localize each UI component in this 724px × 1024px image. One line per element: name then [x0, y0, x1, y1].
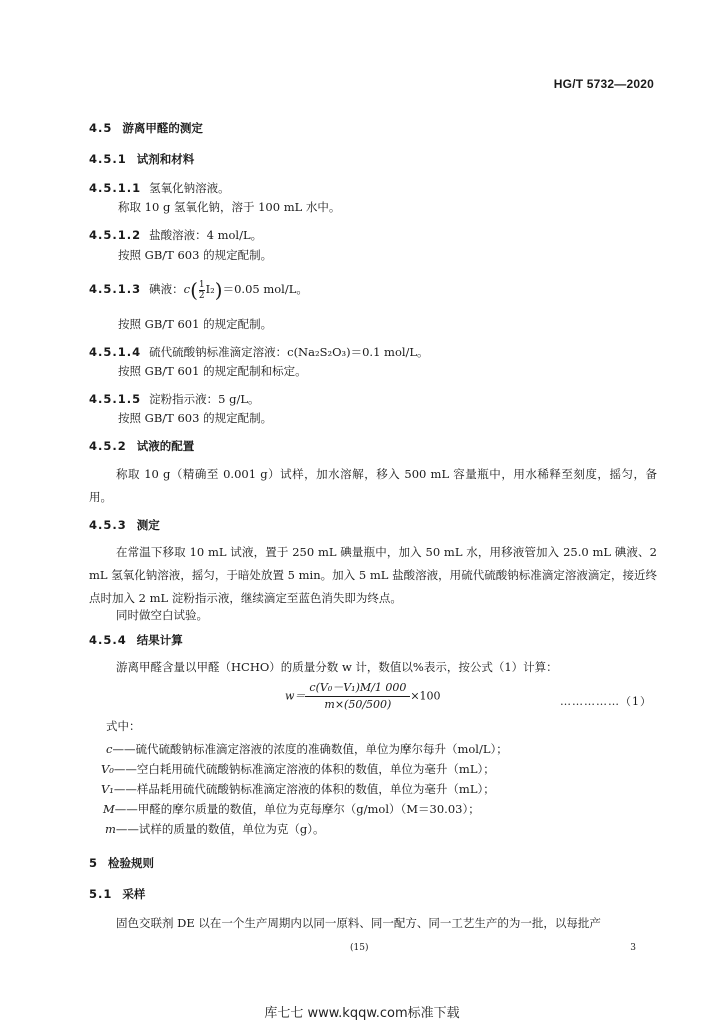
footer-note: (15) — [350, 943, 369, 953]
formula-rhs: ×100 — [410, 689, 441, 703]
page-number: 3 — [630, 943, 636, 953]
item-text: 淀粉指示液：5 g/L。 — [149, 392, 260, 406]
item-4-5-1-5 — [89, 391, 259, 407]
item-4-5-1-3: 4.5.1.3 碘液：c( $\frac{1}{2}$ I₂)＝0.05 mol/L。 — [89, 278, 308, 302]
definition-text: ——样品耗用硫代硫酸钠标准滴定溶液的体积的数值，单位为毫升（mL）； — [113, 782, 495, 796]
calculation-intro: 游离甲醛含量以甲醛（HCHO）的质量分数 w 计，数值以%表示，按公式（1）计算： — [116, 660, 558, 674]
item-number: 4.5.1.3 — [89, 282, 142, 296]
item-4-5-1-5-detail: 按照 GB/T 603 的规定配制。 — [118, 411, 273, 425]
formula-1 — [285, 680, 441, 713]
item-4-5-1-3-detail: 按照 GB/T 601 的规定配制。 — [118, 317, 273, 331]
section-number: 5.1 — [89, 887, 113, 901]
section-title: 游离甲醛的测定 — [122, 121, 203, 135]
definition-text: ——甲醛的摩尔质量的数值，单位为克每摩尔（g/mol）（M＝30.03）； — [114, 802, 480, 816]
definition-row — [105, 821, 325, 837]
formula-fraction — [305, 680, 410, 713]
item-value: ＝0.05 mol/L。 — [222, 282, 308, 296]
section-4-5-3-heading — [89, 517, 160, 533]
definition-row — [106, 741, 508, 757]
download-watermark: 库七七 www.kqqw.com标准下载 — [264, 1006, 460, 1021]
item-4-5-1-1 — [89, 180, 230, 196]
section-number: 4.5.4 — [89, 633, 127, 647]
section-5-heading — [89, 855, 154, 871]
section-title: 试液的配置 — [136, 439, 195, 453]
item-text: 硫代硫酸钠标准滴定溶液：c(Na₂S₂O₃)＝0.1 mol/L。 — [149, 345, 429, 359]
item-4-5-1-2 — [89, 227, 262, 243]
item-number: 4.5.1.1 — [89, 181, 142, 195]
section-number: 5 — [89, 856, 99, 870]
section-title: 测定 — [136, 518, 160, 532]
definition-text: ——试样的质量的数值，单位为克（g）。 — [115, 822, 325, 836]
concentration-symbol: c — [183, 282, 191, 296]
definition-symbol: M — [103, 802, 115, 816]
formula-lhs: w＝ — [285, 689, 306, 703]
item-4-5-1-4 — [89, 344, 429, 360]
section-4-5-4-heading — [89, 632, 183, 648]
item-number: 4.5.1.4 — [89, 345, 142, 359]
definition-symbol: V₀ — [101, 762, 114, 776]
item-4-5-1-1-detail: 称取 10 g 氢氧化钠，溶于 100 mL 水中。 — [118, 200, 341, 214]
item-number: 4.5.1.2 — [89, 228, 142, 242]
definition-text: ——空白耗用硫代硫酸钠标准滴定溶液的体积的数值，单位为毫升（mL）； — [113, 762, 495, 776]
section-title: 采样 — [122, 887, 146, 901]
definition-symbol: m — [105, 822, 116, 836]
section-number: 4.5.1 — [89, 152, 127, 166]
section-4-5-3-blank-test: 同时做空白试验。 — [116, 608, 208, 622]
section-5-1-heading — [89, 886, 145, 902]
section-4-5-2-heading — [89, 438, 194, 454]
item-4-5-1-2-detail: 按照 GB/T 603 的规定配制。 — [118, 248, 273, 262]
formula-denominator: m×(50/500) — [324, 698, 392, 711]
section-5-1-paragraph: 固色交联剂 DE 以在一个生产周期内以同一原料、同一配方、同一工艺生产的为一批，以每批产 — [116, 916, 601, 930]
standard-number: HG/T 5732—2020 — [553, 77, 654, 91]
where-label: 式中： — [106, 719, 141, 733]
equation-number: ……………（1） — [560, 695, 652, 708]
definition-row — [101, 781, 495, 797]
definition-symbol: V₁ — [101, 782, 114, 796]
definition-symbol: c — [106, 742, 113, 756]
item-number: 4.5.1.5 — [89, 392, 142, 406]
definition-row — [103, 801, 480, 817]
section-4-5-heading — [89, 120, 203, 136]
definition-row — [101, 761, 495, 777]
section-number: 4.5.3 — [89, 518, 127, 532]
section-number: 4.5 — [89, 121, 113, 135]
section-title: 检验规则 — [108, 856, 155, 870]
section-4-5-2-paragraph: 称取 10 g（精确至 0.001 g）试样，加水溶解，移入 500 mL 容量瓶中，用水稀释至刻度，摇匀，备用。 — [89, 467, 657, 504]
section-title: 结果计算 — [136, 633, 183, 647]
item-text: 氢氧化钠溶液。 — [149, 181, 230, 195]
one-half-fraction: $\frac{1}{2}$ — [198, 279, 205, 301]
formula-numerator: c(V₀－V₁)M/1 000 — [305, 680, 410, 697]
iodine-species: I₂ — [205, 282, 215, 296]
definition-text: ——硫代硫酸钠标准滴定溶液的浓度的准确数值，单位为摩尔每升（mol/L）； — [112, 742, 508, 756]
item-4-5-1-4-detail: 按照 GB/T 601 的规定配制和标定。 — [118, 364, 307, 378]
section-title: 试剂和材料 — [136, 152, 195, 166]
section-number: 4.5.2 — [89, 439, 127, 453]
section-4-5-1-heading — [89, 151, 194, 167]
item-text: 盐酸溶液：4 mol/L。 — [149, 228, 263, 242]
item-label: 碘液： — [149, 282, 184, 296]
section-4-5-3-paragraph: 在常温下移取 10 mL 试液，置于 250 mL 碘量瓶中，加入 50 mL 水，用移液管加入 25.0 mL 碘液、2 mL 氢氧化钠溶液，摇匀，于暗处放置 5 min。加入 5 mL 盐酸溶液，用硫代硫酸钠标准滴定溶液滴定，接近终点时加入 2 mL 淀粉指示液，继续滴定至蓝色消失即为终点。 — [89, 545, 657, 605]
